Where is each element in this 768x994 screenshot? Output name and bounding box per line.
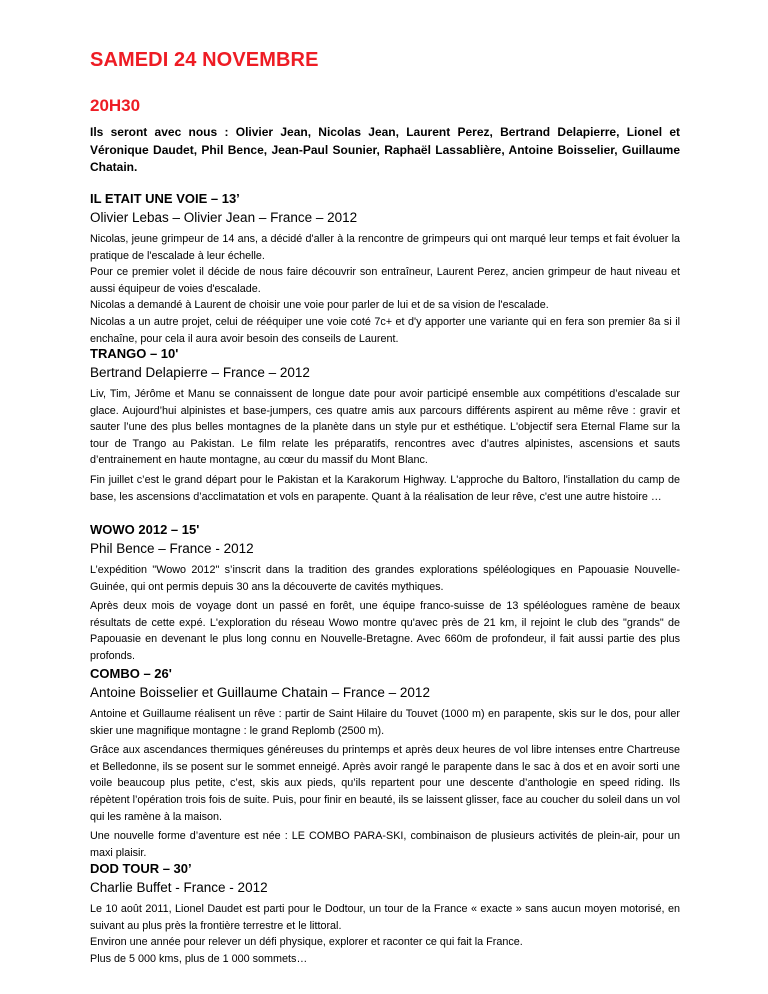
guests-list: Ils seront avec nous : Olivier Jean, Nicolas Jean, Laurent Perez, Bertrand Delapierre, Lionel et Véronique Daudet, Phil Bence, Jean-Paul Sounier, Raphaël Lassablière, Antoine Boisselier, Guillaume Chatain. (90, 125, 680, 174)
film-entry-trango (90, 346, 680, 508)
film-entry-dod-tour (90, 861, 680, 967)
film-credit: Antoine Boisselier et Guillaume Chatain – France – 2012 (90, 685, 430, 700)
film-paragraph: Nicolas, jeune grimpeur de 14 ans, a décidé d'aller à la rencontre de grimpeurs qui ont marqué leur temps et fait évoluer la pratique de l'escalade à leur échelle. (90, 233, 680, 262)
film-entry-combo (90, 666, 680, 864)
day-title: SAMEDI 24 NOVEMBRE (90, 49, 319, 71)
film-paragraph: Pour ce premier volet il décide de nous faire découvrir son entraîneur, Laurent Perez, ancien grimpeur de haut niveau et aussi équipeur de voies d'escalade. (90, 266, 680, 295)
film-title: COMBO – 26' (90, 666, 172, 681)
film-paragraph: Nicolas a un autre projet, celui de rééquiper une voie coté 7c+ et d'y apporter une variante qui en fera son premier 8a si il enchaîne, pour cela il aura avoir besoin des conseils de Laurent. (90, 315, 680, 345)
film-title: DOD TOUR – 30’ (90, 861, 192, 876)
film-credit: Phil Bence – France - 2012 (90, 541, 254, 556)
film-entry-wowo-2012 (90, 522, 680, 668)
film-paragraph: Nicolas a demandé à Laurent de choisir une voie pour parler de lui et de sa vision de l'escalade. (90, 299, 549, 312)
film-credit: Charlie Buffet - France - 2012 (90, 880, 268, 895)
film-paragraph: Une nouvelle forme d’aventure est née : LE COMBO PARA-SKI, combinaison de plusieurs activités de plein-air, pour un maxi plaisir. (90, 830, 680, 859)
film-title: IL ETAIT UNE VOIE – 13’ (90, 191, 240, 206)
session-time: 20H30 (90, 96, 141, 115)
film-title: WOWO 2012 – 15' (90, 522, 200, 537)
film-paragraph: Fin juillet c’est le grand départ pour le Pakistan et la Karakorum Highway. L'approche du Baltoro, l'installation du camp de base, les ascensions d’acclimatation et vols en parapente. Quant à la réalisation de leur rêve, c'est une autre histoire … (90, 473, 680, 503)
film-credit: Bertrand Delapierre – France – 2012 (90, 365, 310, 380)
film-paragraph: L’expédition "Wowo 2012" s’inscrit dans la tradition des grandes explorations spéléologiques en Papouasie Nouvelle-Guinée, qui ont permis depuis 30 ans la découverte de cavités mythiques. (90, 564, 680, 593)
film-paragraph: Le 10 août 2011, Lionel Daudet est parti pour le Dodtour, un tour de la France « exacte » sans aucun moyen motorisé, en suivant au plus près la frontière terrestre et le littoral. (90, 903, 680, 932)
film-paragraph: Plus de 5 000 kms, plus de 1 000 sommets… (90, 952, 308, 965)
film-paragraph: Grâce aux ascendances thermiques généreuses du printemps et après deux heures de vol libre intenses entre Chartreuse et Belledonne, ils se posent sur le sommet enneigé. Après avoir rangé le parapente dans le sac à dos et en avoir sorti une voile beaucoup plus petite, c’est, skis aux pieds, qu’ils repartent pour une descente d’anthologie en speed riding. Ils répètent l’opération trois fois de suite. Puis, pour finir en beauté, ils se laissent glisser, face au coucher du soleil dans un vol qui les ramène à la maison. (90, 744, 680, 823)
film-paragraph: Liv, Tim, Jérôme et Manu se connaissent de longue date pour avoir participé ensemble aux compétitions d’escalade sur glace. Aujourd’hui alpinistes et base-jumpers, ces quatre amis aux parcours différents aspirent au même rêve : gravir et sauter l’une des plus belles montagnes de la planète dans un style pur et esthétique. L'objectif sera Eternal Flame sur la tour de Trango au Pakistan. Le film relate les préparatifs, rencontres avec d’autres alpinistes, ascensions et sauts d’entrainement en haute montagne, au cœur du massif du Mont Blanc. (90, 388, 680, 467)
film-credit: Olivier Lebas – Olivier Jean – France – 2012 (90, 210, 358, 225)
film-paragraph: Après deux mois de voyage dont un passé en forêt, une équipe franco-suisse de 13 spéléologues ramène de beaux résultats de cette expé. L'exploration du réseau Wowo montre qu'avec près de 21 km, il rejoint le club des "grands" de Papouasie en devenant le plus long connu en Nouvelle-Bretagne. Avec 660m de profondeur, il fait aussi partie des plus profonds. (90, 600, 680, 662)
film-paragraph: Environ une année pour relever un défi physique, explorer et raconter ce qui fait la France. (90, 936, 523, 949)
film-paragraph: Antoine et Guillaume réalisent un rêve : partir de Saint Hilaire du Touvet (1000 m) en parapente, skis sur le dos, pour aller skier une magnifique montagne : le grand Replomb (2500 m). (90, 708, 680, 737)
film-title: TRANGO – 10' (90, 346, 179, 361)
film-entry-il-etait-une-voie (90, 191, 680, 347)
